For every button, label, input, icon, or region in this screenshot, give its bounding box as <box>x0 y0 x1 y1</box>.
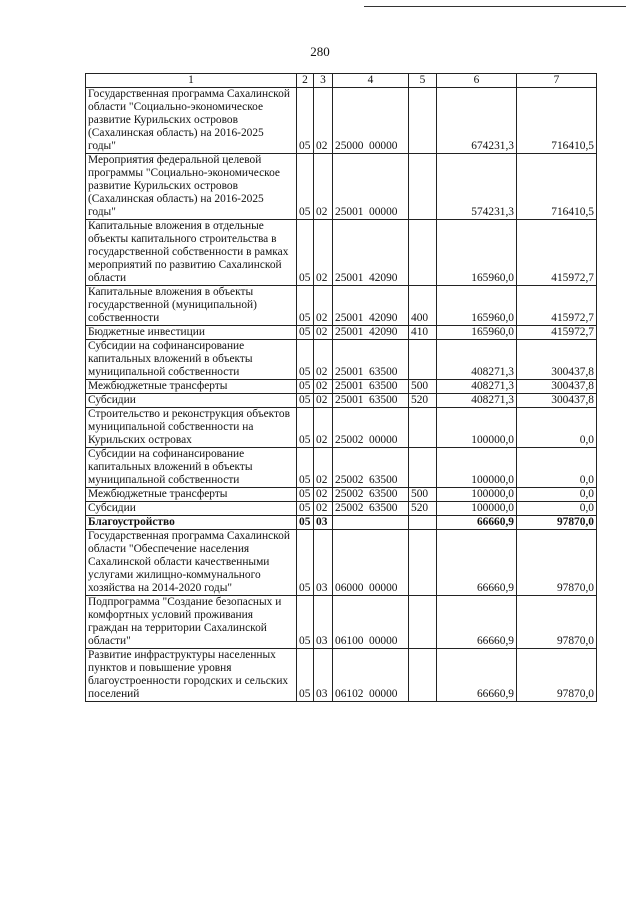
target-article-direction-code: 00000 <box>369 582 398 594</box>
target-article-program-code: 06100 <box>335 635 364 647</box>
row-name-cell: Капитальные вложения в объекты государственной (муниципальной) собственности <box>86 286 297 326</box>
target-article-program-code: 25001 <box>335 326 364 338</box>
row-name-cell: Благоустройство <box>86 516 297 530</box>
header-col-1: 1 <box>86 74 297 88</box>
target-article-program-code: 25001 <box>335 312 364 324</box>
row-expense-type-cell: 520 <box>409 502 437 516</box>
row-section-cell: 05 <box>297 380 314 394</box>
header-row <box>86 74 597 88</box>
target-article-direction-code: 63500 <box>369 474 398 486</box>
table-row <box>86 649 597 702</box>
row-target-article-cell <box>333 408 409 448</box>
row-expense-type-cell: 500 <box>409 380 437 394</box>
row-section-cell: 05 <box>297 88 314 154</box>
row-subsection-cell: 02 <box>314 502 333 516</box>
row-name-cell: Субсидии на софинансирование капитальных вложений в объекты муниципальной собственности <box>86 448 297 488</box>
row-subsection-cell: 02 <box>314 448 333 488</box>
header-col-3: 3 <box>314 74 333 88</box>
table-row <box>86 220 597 286</box>
row-subsection-cell: 02 <box>314 380 333 394</box>
row-expense-type-cell <box>409 88 437 154</box>
row-amount-year2-cell: 97870,0 <box>517 516 597 530</box>
row-amount-year1-cell: 66660,9 <box>437 530 517 596</box>
target-article-direction-code: 63500 <box>369 502 398 514</box>
table-row <box>86 408 597 448</box>
header-col-4: 4 <box>333 74 409 88</box>
row-name-cell: Субсидии <box>86 394 297 408</box>
row-target-article-cell <box>333 88 409 154</box>
row-target-article-cell <box>333 326 409 340</box>
row-expense-type-cell <box>409 530 437 596</box>
row-expense-type-cell <box>409 516 437 530</box>
row-target-article-cell <box>333 596 409 649</box>
row-section-cell: 05 <box>297 649 314 702</box>
row-subsection-cell: 03 <box>314 530 333 596</box>
target-article-direction-code: 42090 <box>369 272 398 284</box>
row-section-cell: 05 <box>297 154 314 220</box>
row-name-cell: Строительство и реконструкция объектов муниципальной собственности на Курильских островах <box>86 408 297 448</box>
row-amount-year2-cell: 716410,5 <box>517 88 597 154</box>
row-amount-year2-cell: 97870,0 <box>517 530 597 596</box>
row-subsection-cell: 03 <box>314 649 333 702</box>
row-amount-year1-cell: 408271,3 <box>437 340 517 380</box>
target-article-direction-code: 42090 <box>369 312 398 324</box>
target-article-direction-code: 00000 <box>369 206 398 218</box>
table-row <box>86 394 597 408</box>
row-expense-type-cell: 500 <box>409 488 437 502</box>
header-col-6: 6 <box>437 74 517 88</box>
row-expense-type-cell: 520 <box>409 394 437 408</box>
row-amount-year1-cell: 408271,3 <box>437 394 517 408</box>
row-subsection-cell: 02 <box>314 286 333 326</box>
row-section-cell: 05 <box>297 408 314 448</box>
target-article-program-code: 25001 <box>335 394 364 406</box>
row-name-cell: Субсидии <box>86 502 297 516</box>
row-name-cell: Межбюджетные трансферты <box>86 488 297 502</box>
row-expense-type-cell <box>409 408 437 448</box>
target-article-direction-code: 63500 <box>369 394 398 406</box>
row-amount-year1-cell: 165960,0 <box>437 286 517 326</box>
table-row <box>86 448 597 488</box>
row-amount-year1-cell: 100000,0 <box>437 408 517 448</box>
header-col-5: 5 <box>409 74 437 88</box>
target-article-direction-code: 63500 <box>369 366 398 378</box>
row-amount-year2-cell: 0,0 <box>517 502 597 516</box>
target-article-direction-code: 63500 <box>369 488 398 500</box>
row-subsection-cell: 02 <box>314 340 333 380</box>
row-amount-year2-cell: 97870,0 <box>517 649 597 702</box>
budget-table <box>85 73 597 702</box>
row-amount-year1-cell: 66660,9 <box>437 596 517 649</box>
row-amount-year1-cell: 574231,3 <box>437 154 517 220</box>
row-section-cell: 05 <box>297 596 314 649</box>
row-name-cell: Капитальные вложения в отдельные объекты капитального строительства в государственной собственности в рамках мероприятий по развитию Сахалинской области <box>86 220 297 286</box>
row-amount-year2-cell: 300437,8 <box>517 380 597 394</box>
row-target-article-cell <box>333 220 409 286</box>
row-section-cell: 05 <box>297 394 314 408</box>
table-row <box>86 340 597 380</box>
row-subsection-cell: 03 <box>314 596 333 649</box>
target-article-direction-code: 00000 <box>369 688 398 700</box>
row-amount-year2-cell: 0,0 <box>517 408 597 448</box>
header-col-7: 7 <box>517 74 597 88</box>
row-subsection-cell: 02 <box>314 88 333 154</box>
table-row <box>86 326 597 340</box>
row-section-cell: 05 <box>297 448 314 488</box>
row-expense-type-cell <box>409 448 437 488</box>
table-row <box>86 88 597 154</box>
target-article-program-code: 06102 <box>335 688 364 700</box>
target-article-direction-code: 00000 <box>369 635 398 647</box>
row-subsection-cell: 02 <box>314 394 333 408</box>
row-name-cell: Бюджетные инвестиции <box>86 326 297 340</box>
row-name-cell: Субсидии на софинансирование капитальных вложений в объекты муниципальной собственности <box>86 340 297 380</box>
row-amount-year2-cell: 415972,7 <box>517 286 597 326</box>
row-name-cell: Государственная программа Сахалинской области "Обеспечение населения Сахалинской области качественными услугами жилищно-коммунального хозяйства на 2014-2020 годы" <box>86 530 297 596</box>
target-article-program-code: 25002 <box>335 434 364 446</box>
table-row <box>86 286 597 326</box>
row-amount-year2-cell: 97870,0 <box>517 596 597 649</box>
row-section-cell: 05 <box>297 502 314 516</box>
target-article-direction-code: 00000 <box>369 434 398 446</box>
row-expense-type-cell <box>409 154 437 220</box>
page-number: 280 <box>310 44 330 59</box>
row-section-cell: 05 <box>297 516 314 530</box>
table-body <box>86 88 597 702</box>
row-subsection-cell: 02 <box>314 220 333 286</box>
target-article-program-code: 25001 <box>335 272 364 284</box>
row-amount-year1-cell: 165960,0 <box>437 220 517 286</box>
row-amount-year2-cell: 0,0 <box>517 448 597 488</box>
row-expense-type-cell <box>409 340 437 380</box>
row-target-article-cell <box>333 530 409 596</box>
row-amount-year1-cell: 674231,3 <box>437 88 517 154</box>
row-amount-year1-cell: 66660,9 <box>437 649 517 702</box>
row-target-article-cell <box>333 502 409 516</box>
row-amount-year2-cell: 300437,8 <box>517 394 597 408</box>
row-target-article-cell <box>333 448 409 488</box>
row-amount-year1-cell: 100000,0 <box>437 448 517 488</box>
row-subsection-cell: 02 <box>314 326 333 340</box>
row-target-article-cell <box>333 286 409 326</box>
row-amount-year2-cell: 415972,7 <box>517 220 597 286</box>
target-article-program-code: 06000 <box>335 582 364 594</box>
target-article-program-code: 25001 <box>335 380 364 392</box>
row-target-article-cell <box>333 154 409 220</box>
table-row <box>86 596 597 649</box>
target-article-program-code: 25002 <box>335 488 364 500</box>
row-target-article-cell <box>333 516 409 530</box>
table-row <box>86 530 597 596</box>
row-section-cell: 05 <box>297 286 314 326</box>
row-target-article-cell <box>333 649 409 702</box>
row-amount-year2-cell: 0,0 <box>517 488 597 502</box>
row-name-cell: Мероприятия федеральной целевой программы "Социально-экономическое развитие Курильских островов (Сахалинская область) на 2016-2025 годы" <box>86 154 297 220</box>
target-article-direction-code: 63500 <box>369 380 398 392</box>
target-article-program-code: 25002 <box>335 474 364 486</box>
row-subsection-cell: 02 <box>314 408 333 448</box>
row-target-article-cell <box>333 394 409 408</box>
table-row <box>86 488 597 502</box>
row-expense-type-cell <box>409 596 437 649</box>
row-section-cell: 05 <box>297 530 314 596</box>
row-amount-year2-cell: 415972,7 <box>517 326 597 340</box>
row-target-article-cell <box>333 488 409 502</box>
row-subsection-cell: 02 <box>314 154 333 220</box>
table-row <box>86 380 597 394</box>
target-article-direction-code: 00000 <box>369 140 398 152</box>
row-name-cell: Межбюджетные трансферты <box>86 380 297 394</box>
row-expense-type-cell <box>409 649 437 702</box>
row-subsection-cell: 02 <box>314 488 333 502</box>
row-name-cell: Развитие инфраструктуры населенных пунктов и повышение уровня благоустроенности городских и сельских поселений <box>86 649 297 702</box>
row-section-cell: 05 <box>297 340 314 380</box>
header-col-2: 2 <box>297 74 314 88</box>
target-article-program-code: 25001 <box>335 206 364 218</box>
row-subsection-cell: 03 <box>314 516 333 530</box>
row-target-article-cell <box>333 340 409 380</box>
table-row <box>86 516 597 530</box>
target-article-program-code: 25002 <box>335 502 364 514</box>
row-amount-year1-cell: 66660,9 <box>437 516 517 530</box>
table-row <box>86 502 597 516</box>
row-amount-year1-cell: 100000,0 <box>437 502 517 516</box>
row-amount-year1-cell: 165960,0 <box>437 326 517 340</box>
row-section-cell: 05 <box>297 326 314 340</box>
row-amount-year2-cell: 716410,5 <box>517 154 597 220</box>
row-amount-year1-cell: 100000,0 <box>437 488 517 502</box>
row-expense-type-cell: 400 <box>409 286 437 326</box>
row-section-cell: 05 <box>297 220 314 286</box>
row-target-article-cell <box>333 380 409 394</box>
row-name-cell: Государственная программа Сахалинской области "Социально-экономическое развитие Курильских островов (Сахалинская область) на 2016-2025 годы" <box>86 88 297 154</box>
row-name-cell: Подпрограмма "Создание безопасных и комфортных условий проживания граждан на территории Сахалинской области" <box>86 596 297 649</box>
table-row <box>86 154 597 220</box>
row-amount-year1-cell: 408271,3 <box>437 380 517 394</box>
target-article-program-code: 25001 <box>335 366 364 378</box>
row-expense-type-cell <box>409 220 437 286</box>
row-amount-year2-cell: 300437,8 <box>517 340 597 380</box>
row-section-cell: 05 <box>297 488 314 502</box>
target-article-direction-code: 42090 <box>369 326 398 338</box>
top-rule <box>364 6 626 7</box>
target-article-program-code: 25000 <box>335 140 364 152</box>
row-expense-type-cell: 410 <box>409 326 437 340</box>
